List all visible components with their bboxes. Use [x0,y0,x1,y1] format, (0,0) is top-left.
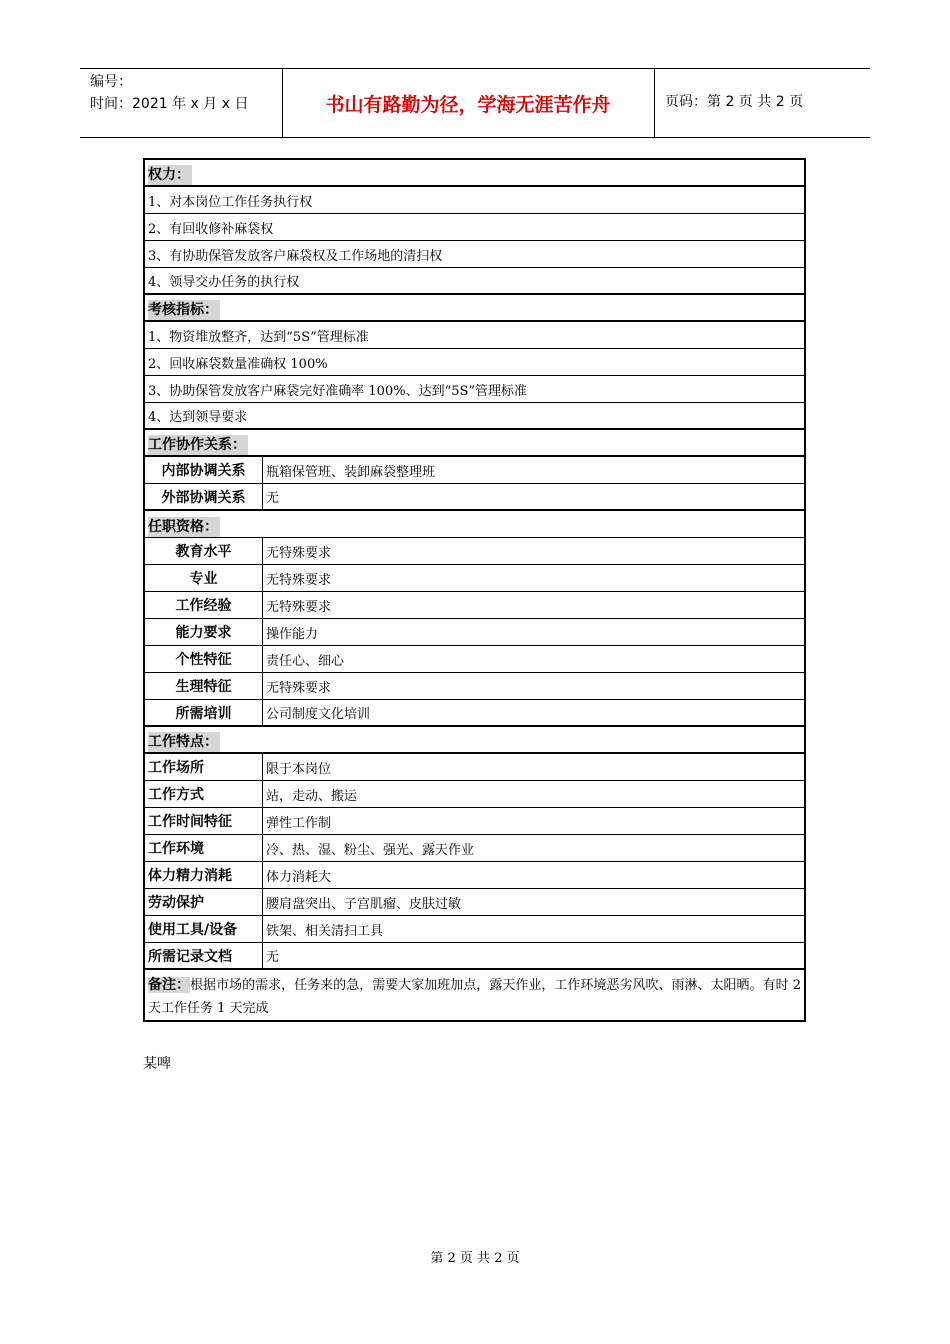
header-page-label: 页码：第 2 页 共 2 页 [665,94,804,110]
authority-item: 4、领导交办任务的执行权 [145,268,804,295]
feature-label: 工作时间特征 [145,808,263,834]
cooperation-value: 瓶箱保管班、装卸麻袋整理班 [266,464,436,480]
feature-label: 劳动保护 [145,889,263,915]
number-label: 编号： [90,74,132,90]
qualification-row [145,565,804,592]
qualification-label: 工作经验 [145,592,263,618]
qualification-value: 操作能力 [266,626,319,642]
feature-row [145,916,804,943]
qualification-row [145,673,804,700]
header-meta [90,71,248,115]
feature-label: 使用工具/设备 [145,916,263,942]
section-features-title: 工作特点： [145,727,804,754]
feature-value: 限于本岗位 [266,761,332,777]
qualification-value: 无特殊要求 [266,680,332,696]
cooperation-label: 内部协调关系 [145,457,263,483]
remark-label: 备注： [148,977,191,993]
kpi-item: 1、物资堆放整齐，达到“5S”管理标准 [145,322,804,349]
qualification-label: 所需培训 [145,700,263,725]
feature-label: 体力精力消耗 [145,862,263,888]
cooperation-row [145,484,804,511]
qualification-row [145,646,804,673]
qualification-value: 无特殊要求 [266,545,332,561]
document-header [80,68,870,138]
cooperation-value: 无 [266,491,280,506]
feature-label: 工作方式 [145,781,263,807]
feature-row [145,835,804,862]
remark-cell [145,970,804,1020]
kpi-item: 3、协助保管发放客户麻袋完好准确率 100%、达到“5S”管理标准 [145,376,804,403]
qualification-value: 无特殊要求 [266,599,332,615]
feature-row [145,808,804,835]
page-number: 第 2 页 共 2 页 [430,1251,520,1266]
feature-row [145,781,804,808]
qualification-row [145,619,804,646]
section-cooperation-title: 工作协作关系： [145,430,804,457]
kpi-item: 2、回收麻袋数量准确权 100% [145,349,804,376]
feature-label: 工作场所 [145,754,263,780]
feature-value: 站，走动、搬运 [266,788,358,804]
feature-row [145,889,804,916]
qualification-row [145,700,804,727]
qualification-label: 生理特征 [145,673,263,699]
qualification-label: 个性特征 [145,646,263,672]
time-label: 时间：2021 年 x 月 x 日 [90,96,249,112]
feature-row [145,943,804,970]
cooperation-row [145,457,804,484]
authority-item: 2、有回收修补麻袋权 [145,214,804,241]
feature-value: 体力消耗大 [266,869,332,885]
qualification-value: 无特殊要求 [266,572,332,588]
feature-row [145,862,804,889]
feature-value: 无 [266,950,280,965]
qualification-value: 公司制度文化培训 [266,707,371,722]
qualification-row [145,592,804,619]
authority-item: 3、有协助保管发放客户麻袋权及工作场地的清扫权 [145,241,804,268]
job-description-table [143,158,806,1022]
qualification-value: 责任心、细心 [266,653,345,669]
footer-note: 某啤 [143,1056,171,1072]
kpi-item: 4、达到领导要求 [145,403,804,430]
feature-value: 冷、热、湿、粉尘、强光、露天作业 [266,842,475,858]
feature-label: 所需记录文档 [145,943,263,968]
header-motto: 书山有路勤为径，学海无涯苦作舟 [325,93,611,116]
qualification-label: 能力要求 [145,619,263,645]
cooperation-label: 外部协调关系 [145,484,263,509]
qualification-label: 教育水平 [145,538,263,564]
feature-value: 腰肩盘突出、子宫肌瘤、皮肤过敏 [266,896,462,912]
authority-item: 1、对本岗位工作任务执行权 [145,187,804,214]
section-authority-title: 权力： [145,160,804,187]
qualification-label: 专业 [145,565,263,591]
remark-text: 根据市场的需求，任务来的急，需要大家加班加点，露天作业，工作环境恶劣风吹、雨淋、太阳晒。有时 2 天工作任务 1 天完成 [148,978,802,1016]
qualification-row [145,538,804,565]
section-qualification-title: 任职资格： [145,511,804,538]
feature-label: 工作环境 [145,835,263,861]
feature-row [145,754,804,781]
feature-value: 铁架、相关清扫工具 [266,923,384,939]
feature-value: 弹性工作制 [266,815,332,831]
section-kpi-title: 考核指标： [145,295,804,322]
header-divider [654,69,655,137]
